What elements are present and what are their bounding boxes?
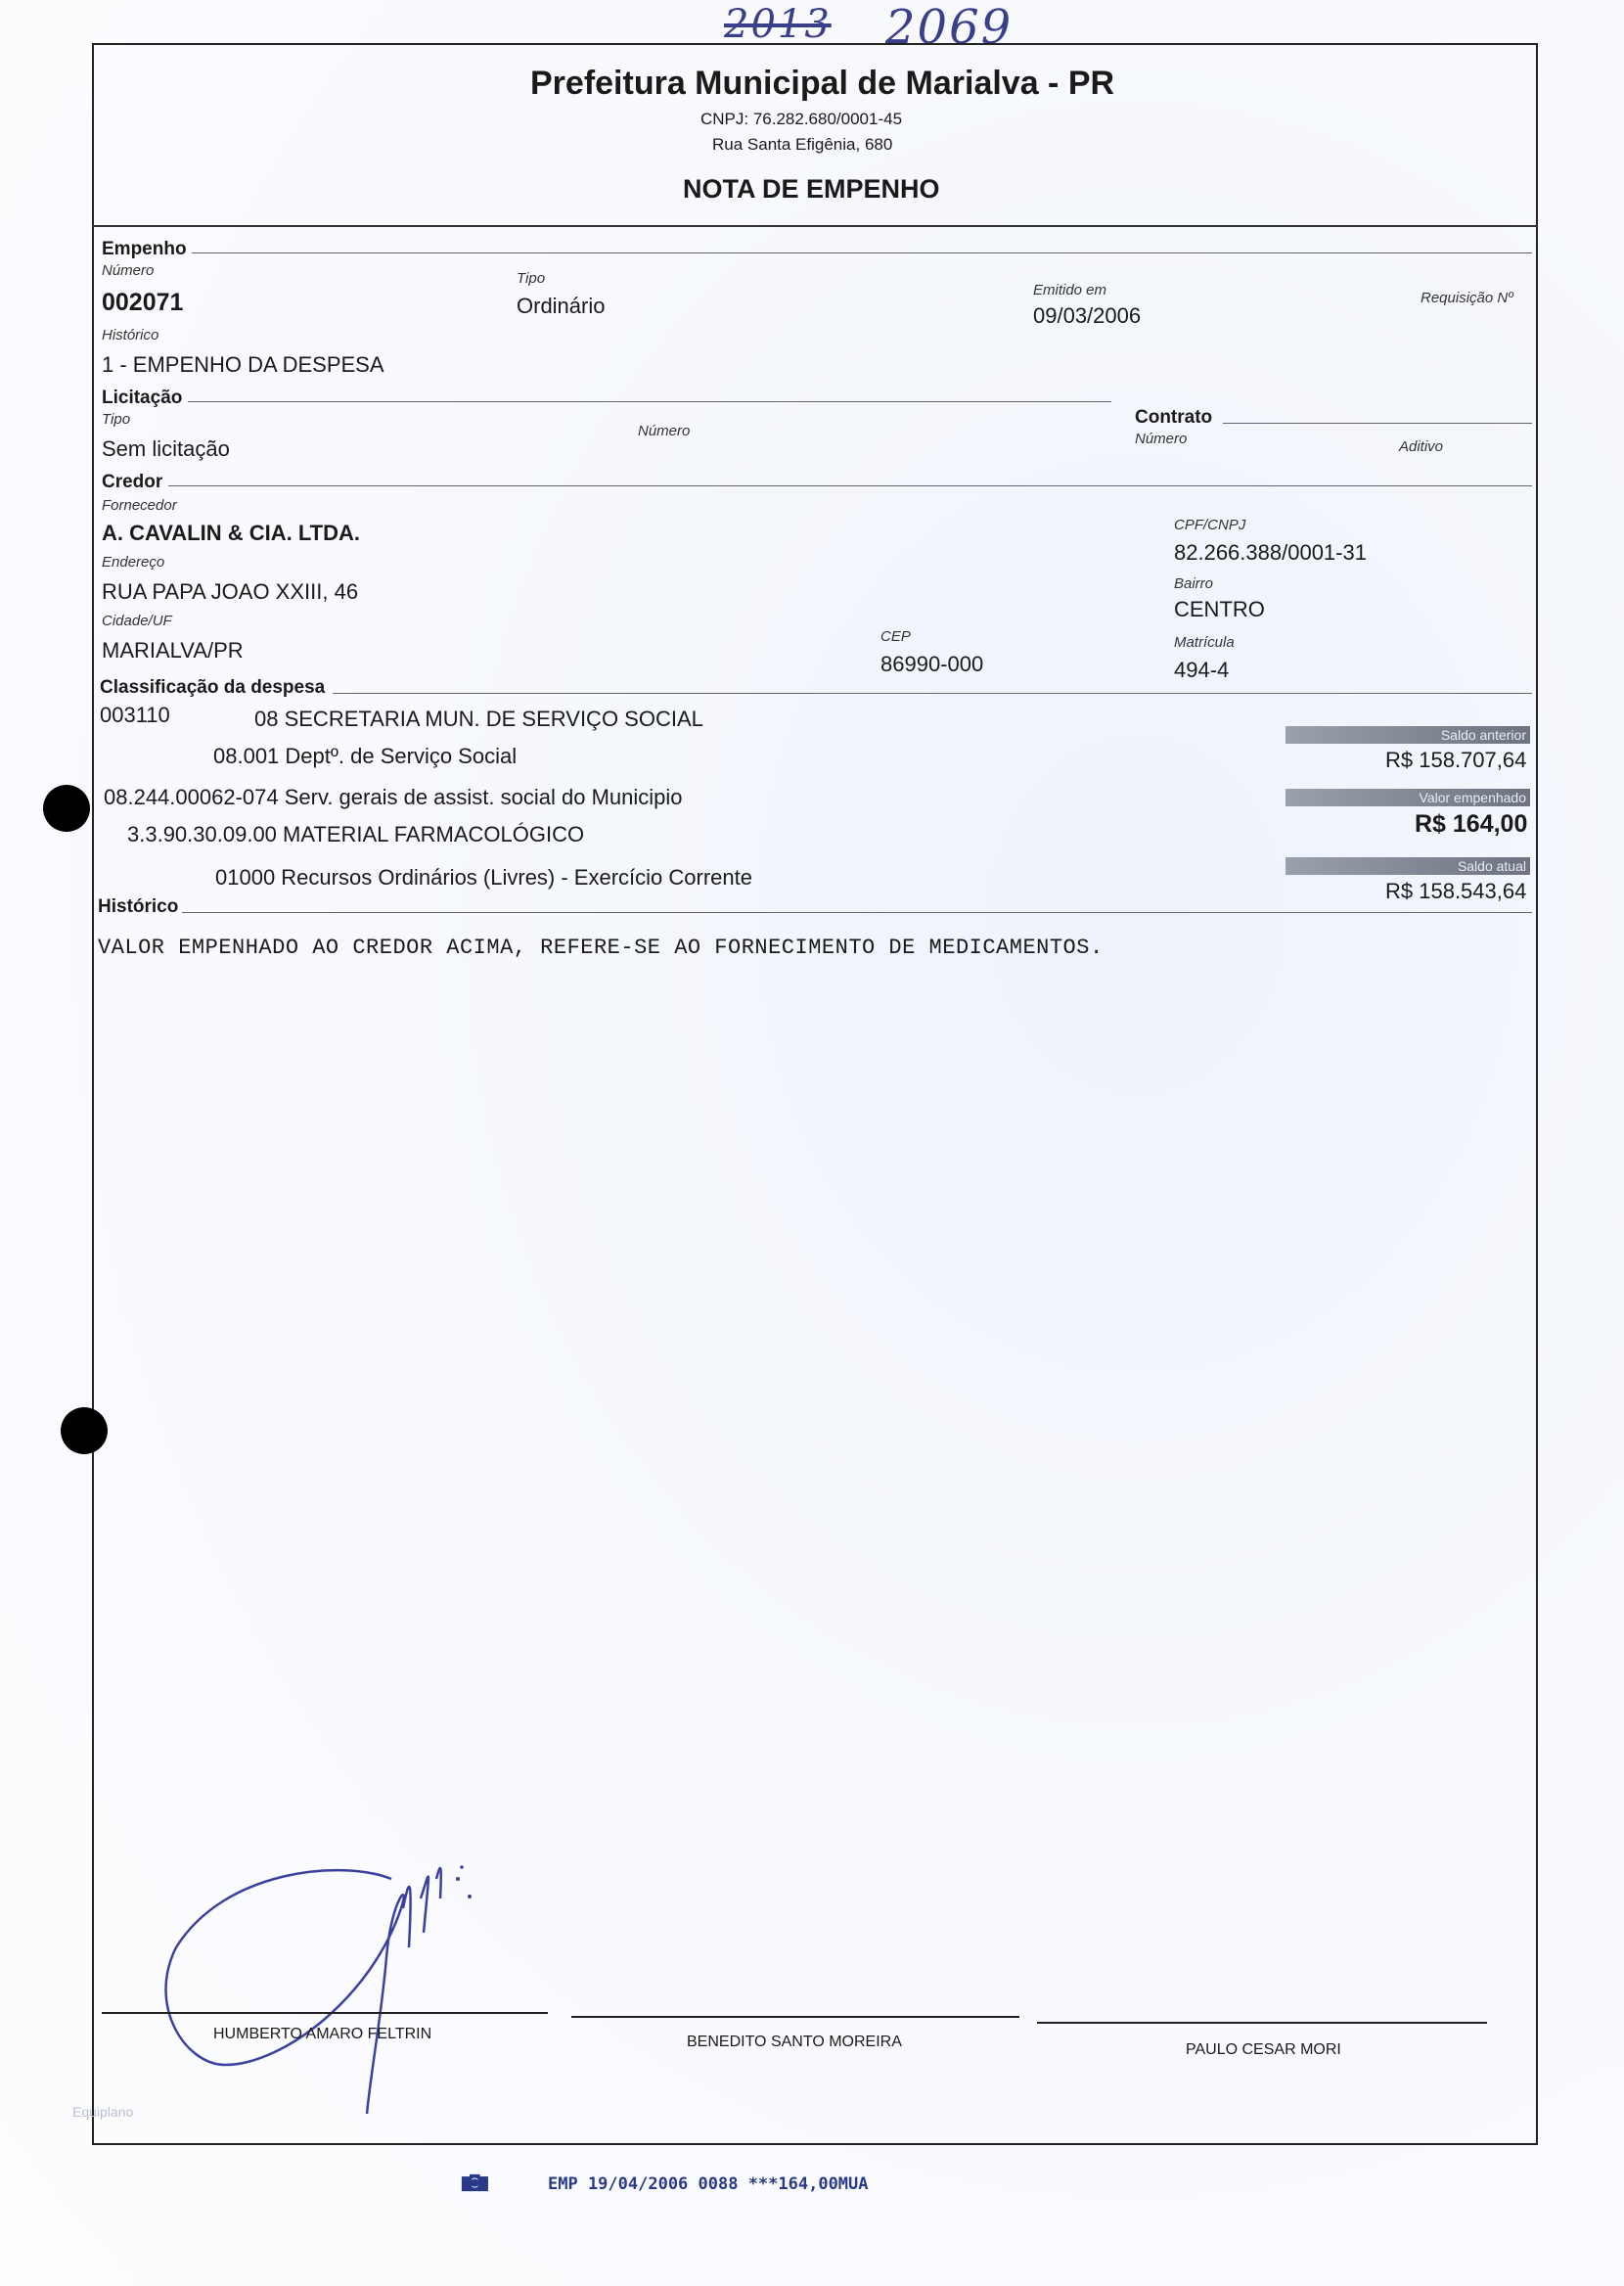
bairro: CENTRO [1174, 597, 1265, 621]
empenho-numero: 002071 [102, 289, 184, 316]
valor-empenhado-label: Valor empenhado [1286, 789, 1530, 806]
valor-empenhado: R$ 164,00 [1415, 810, 1528, 838]
punch-hole [61, 1407, 108, 1454]
endereco-label: Endereço [102, 554, 165, 571]
divider [182, 912, 1532, 913]
emitido-date: 09/03/2006 [1033, 303, 1142, 328]
handwritten-number: 2069 [885, 0, 1014, 55]
classificacao-line4: 3.3.90.30.09.00 MATERIAL FARMACOLÓGICO [127, 822, 585, 846]
header-divider [92, 225, 1538, 227]
org-cnpj: CNPJ: 76.282.680/0001-45 [700, 110, 903, 128]
empenho-historico: 1 - EMPENHO DA DESPESA [102, 352, 384, 377]
fornecedor-label: Fornecedor [102, 497, 177, 514]
divider [192, 252, 1532, 253]
cpf: 82.266.388/0001-31 [1174, 540, 1367, 565]
licitacao-tipo-label: Tipo [102, 411, 131, 428]
requisicao-label: Requisição Nº [1421, 290, 1513, 306]
footer-software: Equiplano [72, 2104, 134, 2120]
signature-line [1037, 2022, 1487, 2024]
cpf-label: CPF/CNPJ [1174, 517, 1246, 533]
empenho-historico-label: Histórico [102, 327, 159, 343]
handwritten-struck-number: 2013 [724, 2, 832, 47]
section-classificacao: Classificação da despesa [100, 677, 326, 698]
saldo-atual: R$ 158.543,64 [1385, 879, 1527, 903]
org-title: Prefeitura Municipal de Marialva - PR [530, 65, 1115, 102]
fornecedor: A. CAVALIN & CIA. LTDA. [102, 521, 360, 545]
section-historico: Histórico [98, 896, 179, 917]
empenho-tipo-label: Tipo [517, 270, 546, 287]
org-address: Rua Santa Efigênia, 680 [712, 135, 893, 154]
signature-scribble [147, 1840, 519, 2133]
section-licitacao: Licitação [102, 388, 183, 408]
signature-name-3: PAULO CESAR MORI [1186, 2041, 1341, 2058]
empenho-numero-label: Número [102, 262, 155, 279]
matricula: 494-4 [1174, 658, 1230, 682]
cep: 86990-000 [880, 652, 984, 676]
classificacao-line2: 08.001 Deptº. de Serviço Social [213, 744, 518, 768]
divider [333, 693, 1532, 694]
licitacao-numero-label: Número [638, 423, 691, 439]
cidade-label: Cidade/UF [102, 613, 172, 629]
empenho-tipo: Ordinário [517, 294, 606, 318]
emitido-label: Emitido em [1033, 282, 1107, 298]
punch-hole [43, 785, 90, 832]
signature-name-2: BENEDITO SANTO MOREIRA [687, 2034, 902, 2050]
contrato-aditivo-label: Aditivo [1399, 438, 1444, 455]
stamp-icon: ▆◙▆ [462, 2172, 486, 2192]
contrato-numero-label: Número [1135, 431, 1188, 447]
historico-text: VALOR EMPENHADO AO CREDOR ACIMA, REFERE-SE AO FORNECIMENTO DE MEDICAMENTOS. [98, 936, 1104, 960]
bank-stamp: EMP 19/04/2006 0088 ***164,00MUA [548, 2174, 869, 2194]
signature-name-1: HUMBERTO AMARO FELTRIN [213, 2026, 432, 2042]
divider [188, 401, 1111, 402]
divider [168, 485, 1532, 486]
signature-line [571, 2016, 1019, 2018]
cidade: MARIALVA/PR [102, 638, 244, 663]
cep-label: CEP [880, 628, 911, 645]
section-credor: Credor [102, 472, 163, 492]
saldo-atual-label: Saldo atual [1286, 857, 1530, 875]
bairro-label: Bairro [1174, 575, 1214, 592]
matricula-label: Matrícula [1174, 634, 1235, 651]
saldo-anterior-label: Saldo anterior [1286, 726, 1530, 744]
saldo-anterior: R$ 158.707,64 [1385, 748, 1527, 772]
classificacao-line3: 08.244.00062-074 Serv. gerais de assist. social do Municipio [104, 785, 683, 809]
licitacao-tipo: Sem licitação [102, 436, 230, 461]
classificacao-code: 003110 [100, 703, 170, 727]
divider [1223, 423, 1532, 424]
classificacao-line1: 08 SECRETARIA MUN. DE SERVIÇO SOCIAL [254, 707, 703, 731]
section-contrato: Contrato [1135, 407, 1213, 428]
document-title: NOTA DE EMPENHO [683, 174, 940, 204]
signature-line [102, 2012, 548, 2014]
classificacao-line5: 01000 Recursos Ordinários (Livres) - Exercício Corrente [215, 865, 752, 890]
endereco: RUA PAPA JOAO XXIII, 46 [102, 579, 359, 604]
section-empenho: Empenho [102, 239, 187, 259]
